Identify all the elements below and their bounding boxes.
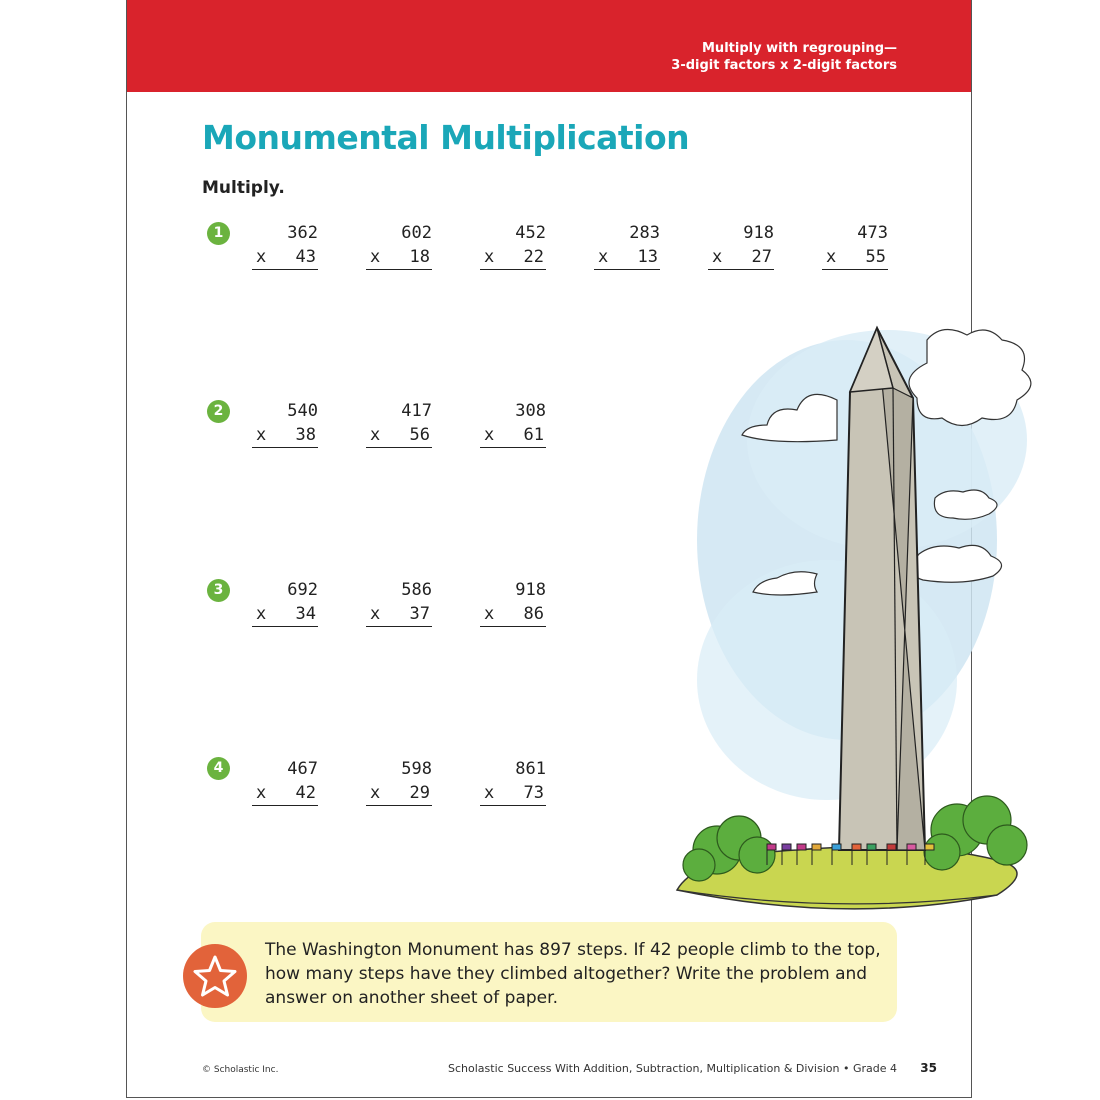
multiplicand: 452 — [515, 223, 546, 243]
problem — [708, 221, 774, 270]
row-2-badge: 2 — [207, 400, 230, 423]
page-number: 35 — [920, 1061, 937, 1075]
multiplier-line — [480, 602, 546, 627]
multiplicand: 918 — [743, 223, 774, 243]
multiplier: 13 — [637, 247, 658, 267]
multiplier: 73 — [523, 783, 544, 803]
page-title: Monumental Multiplication — [202, 118, 690, 157]
problem — [366, 757, 432, 806]
problem — [366, 578, 432, 627]
problem — [366, 221, 432, 270]
problem — [252, 757, 318, 806]
multiplier-line — [480, 245, 546, 270]
multiplier: 37 — [409, 604, 430, 624]
multiplicand: 540 — [287, 401, 318, 421]
multiplier-line — [480, 423, 546, 448]
times-sign: x — [370, 425, 381, 445]
multiplicand: 918 — [515, 580, 546, 600]
multiplier: 29 — [409, 783, 430, 803]
multiplier: 27 — [751, 247, 772, 267]
problem — [480, 221, 546, 270]
multiplier: 43 — [295, 247, 316, 267]
star-icon — [183, 944, 247, 1008]
multiplicand: 692 — [287, 580, 318, 600]
problem — [366, 399, 432, 448]
multiplicand: 283 — [629, 223, 660, 243]
problem — [252, 578, 318, 627]
multiplicand: 598 — [401, 759, 432, 779]
banner-line-1: Multiply with regrouping— — [702, 41, 897, 56]
worksheet-page — [126, 0, 972, 1098]
times-sign: x — [256, 604, 267, 624]
multiplier-line — [366, 245, 432, 270]
multiplicand: 602 — [401, 223, 432, 243]
problem — [252, 221, 318, 270]
times-sign: x — [484, 604, 495, 624]
multiplier-line — [480, 781, 546, 806]
problem — [594, 221, 660, 270]
multiplicand: 473 — [857, 223, 888, 243]
book-title: Scholastic Success With Addition, Subtraction, Multiplication & Division • Grade 4 — [448, 1062, 897, 1075]
banner-text — [671, 40, 897, 74]
instruction: Multiply. — [202, 178, 285, 198]
times-sign: x — [484, 783, 495, 803]
header-banner — [127, 0, 971, 92]
times-sign: x — [484, 247, 495, 267]
multiplier-line — [252, 602, 318, 627]
problem — [480, 578, 546, 627]
times-sign: x — [598, 247, 609, 267]
multiplier-line — [252, 245, 318, 270]
multiplier: 42 — [295, 783, 316, 803]
times-sign: x — [484, 425, 495, 445]
multiplier-line — [594, 245, 660, 270]
copyright: © Scholastic Inc. — [202, 1065, 279, 1075]
multiplier-line — [822, 245, 888, 270]
multiplicand: 586 — [401, 580, 432, 600]
multiplier: 38 — [295, 425, 316, 445]
row-4-badge: 4 — [207, 757, 230, 780]
times-sign: x — [256, 247, 267, 267]
multiplicand: 467 — [287, 759, 318, 779]
multiplier-line — [366, 602, 432, 627]
times-sign: x — [370, 783, 381, 803]
row-1-badge: 1 — [207, 222, 230, 245]
row-3-badge: 3 — [207, 579, 230, 602]
multiplier-line — [252, 423, 318, 448]
times-sign: x — [256, 783, 267, 803]
times-sign: x — [712, 247, 723, 267]
problem — [480, 757, 546, 806]
times-sign: x — [826, 247, 837, 267]
multiplicand: 308 — [515, 401, 546, 421]
bonus-question-box — [201, 922, 897, 1022]
multiplier: 55 — [865, 247, 886, 267]
problem — [252, 399, 318, 448]
multiplier: 34 — [295, 604, 316, 624]
multiplier: 61 — [523, 425, 544, 445]
multiplier: 18 — [409, 247, 430, 267]
multiplier-line — [366, 423, 432, 448]
problem — [822, 221, 888, 270]
times-sign: x — [256, 425, 267, 445]
multiplier: 56 — [409, 425, 430, 445]
multiplier-line — [252, 781, 318, 806]
times-sign: x — [370, 604, 381, 624]
washington-monument-illustration — [657, 320, 1037, 920]
problem — [480, 399, 546, 448]
bonus-question-text: The Washington Monument has 897 steps. If 42 people climb to the top, how many steps have they climbed altogether? Write the problem and answer on another sheet of paper. — [265, 940, 881, 1008]
multiplier: 86 — [523, 604, 544, 624]
multiplier-line — [708, 245, 774, 270]
star-icon-glyph — [183, 944, 247, 1008]
multiplicand: 861 — [515, 759, 546, 779]
times-sign: x — [370, 247, 381, 267]
banner-line-2: 3-digit factors x 2-digit factors — [671, 58, 897, 73]
multiplicand: 362 — [287, 223, 318, 243]
multiplier: 22 — [523, 247, 544, 267]
multiplicand: 417 — [401, 401, 432, 421]
multiplier-line — [366, 781, 432, 806]
